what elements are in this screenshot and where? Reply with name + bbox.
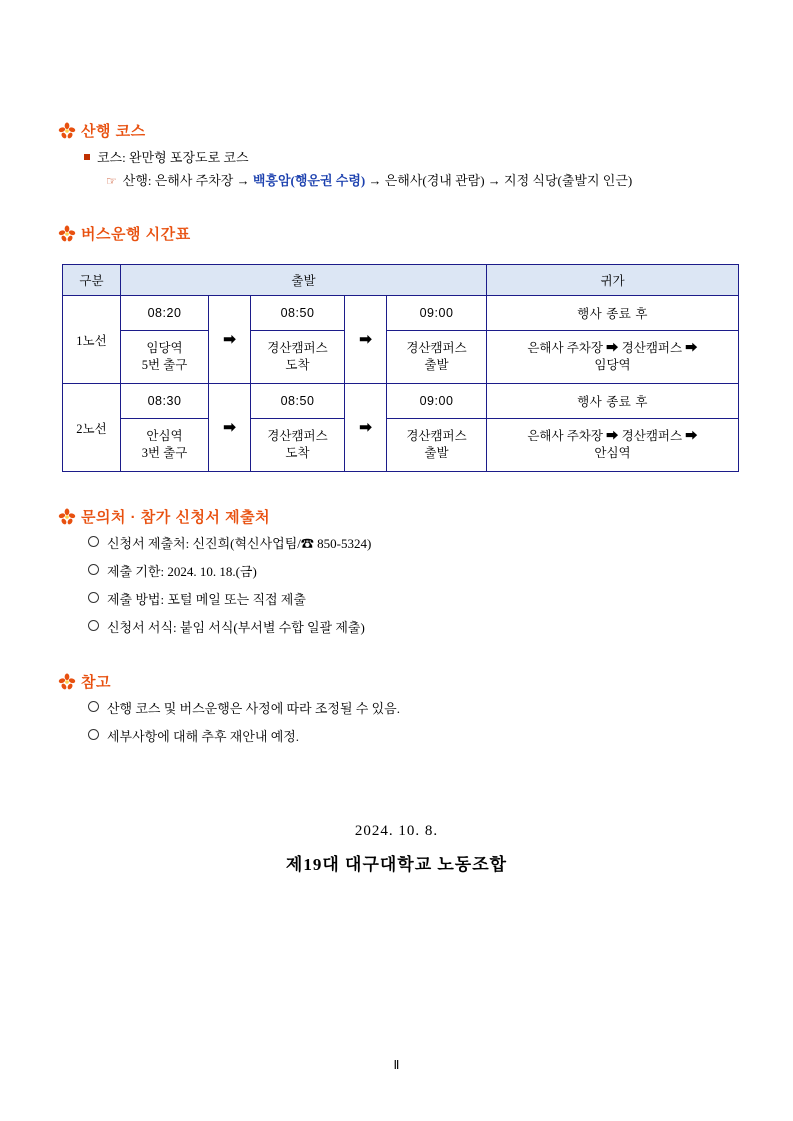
list-item	[88, 698, 735, 717]
section-title-course: 산행 코스	[81, 123, 146, 140]
notes-list	[88, 698, 735, 745]
flower-bullet-icon	[58, 122, 76, 140]
row1-arrow-2-icon: ➡	[345, 296, 387, 384]
row1-dep1-place	[121, 331, 209, 384]
row1-dep2-time: 08:50	[251, 296, 345, 331]
course-route-prefix: 산행: 은해사 주차장 →	[122, 173, 253, 188]
section-title-bus: 버스운행 시간표	[81, 226, 191, 243]
circle-bullet-icon	[88, 729, 99, 740]
row2-route-name: 2노선	[63, 384, 121, 472]
row1-dep2-place	[251, 331, 345, 384]
notes-item-text: 산행 코스 및 버스운행은 사정에 따라 조정될 수 있음.	[107, 701, 400, 716]
square-bullet-icon	[84, 154, 90, 160]
signature-block	[58, 823, 735, 875]
row1-return-route	[487, 331, 739, 384]
row1-dep1-place-line2: 5번 출구	[141, 358, 188, 372]
row2-return-route-line2: 안심역	[594, 446, 631, 460]
row1-return-route-line2: 임당역	[594, 358, 631, 372]
row2-dep3-place-line1: 경산캠퍼스	[406, 429, 467, 444]
row2-dep1-place	[121, 419, 209, 472]
table-row	[63, 384, 739, 419]
course-route	[123, 170, 632, 189]
circle-bullet-icon	[88, 701, 99, 712]
list-item	[88, 533, 735, 552]
circle-bullet-icon	[88, 592, 99, 603]
section-header-notes	[58, 671, 735, 692]
row1-arrow-1-icon: ➡	[209, 296, 251, 384]
contact-item-text: 제출 방법: 포털 메일 또는 직접 제출	[107, 592, 306, 607]
organization-name: 제19대 대구대학교 노동조합	[285, 855, 508, 874]
header-division: 구분	[63, 265, 121, 296]
list-item	[88, 561, 735, 580]
row2-dep1-time: 08:30	[121, 384, 209, 419]
circle-bullet-icon	[88, 620, 99, 631]
section-title-notes: 참고	[81, 674, 111, 691]
spacer	[58, 250, 735, 264]
table-row	[63, 296, 739, 331]
list-item	[88, 589, 735, 608]
list-item	[88, 726, 735, 745]
row1-return-time: 행사 종료 후	[487, 296, 739, 331]
course-line-2	[106, 170, 735, 189]
row2-dep1-place-line2: 3번 출구	[141, 446, 188, 460]
row2-dep3-time: 09:00	[387, 384, 487, 419]
row2-dep2-place-line2: 도착	[285, 446, 310, 460]
spacer	[58, 189, 735, 223]
spacer	[58, 472, 735, 506]
contact-item-text: 제출 기한: 2024. 10. 18.(금)	[107, 564, 257, 579]
table-row	[63, 331, 739, 384]
circle-bullet-icon	[88, 564, 99, 575]
list-item	[88, 617, 735, 636]
header-return: 귀가	[487, 265, 739, 296]
section-title-contact: 문의처 · 참가 신청서 제출처	[81, 509, 271, 526]
row2-dep2-place	[251, 419, 345, 472]
row1-dep3-place-line1: 경산캠퍼스	[406, 341, 467, 356]
row2-return-route	[487, 419, 739, 472]
section-header-bus	[58, 223, 735, 244]
row1-dep1-place-line1: 임당역	[146, 341, 183, 356]
flower-bullet-icon	[58, 225, 76, 243]
page-number: Ⅱ	[393, 1058, 400, 1072]
table-row	[63, 419, 739, 472]
flower-bullet-icon	[58, 508, 76, 526]
row2-return-time: 행사 종료 후	[487, 384, 739, 419]
row1-dep3-place-line2: 출발	[424, 358, 449, 372]
notes-item-text: 세부사항에 대해 추후 재안내 예정.	[107, 729, 300, 744]
row1-dep3-place	[387, 331, 487, 384]
header-departure: 출발	[121, 265, 487, 296]
row1-dep2-place-line2: 도착	[285, 358, 310, 372]
circle-bullet-icon	[88, 536, 99, 547]
pointing-hand-icon: ☞	[106, 174, 117, 188]
contact-item-text: 신청서 제출처: 신진희(혁신사업팀/☎ 850-5324)	[107, 536, 372, 551]
row2-arrow-1-icon: ➡	[209, 384, 251, 472]
row2-dep1-place-line1: 안심역	[146, 429, 183, 444]
row2-dep2-place-line1: 경산캠퍼스	[267, 429, 328, 444]
row1-route-name: 1노선	[63, 296, 121, 384]
course-route-highlight: 백흥암(행운권 수령)	[252, 173, 366, 188]
row2-dep3-place	[387, 419, 487, 472]
bus-schedule-table	[62, 264, 739, 472]
row2-dep3-place-line2: 출발	[424, 446, 449, 460]
row1-dep2-place-line1: 경산캠퍼스	[267, 341, 328, 356]
section-header-contact	[58, 506, 735, 527]
row1-dep3-time: 09:00	[387, 296, 487, 331]
course-line-1-text: 코스: 완만형 포장도로 코스	[97, 150, 249, 165]
course-line-1	[84, 147, 735, 166]
contact-item-text: 신청서 서식: 붙임 서식(부서별 수합 일괄 제출)	[107, 620, 365, 635]
flower-bullet-icon	[58, 673, 76, 691]
course-content	[84, 147, 735, 189]
document-date: 2024. 10. 8.	[354, 823, 439, 839]
spacer	[58, 645, 735, 671]
row2-arrow-2-icon: ➡	[345, 384, 387, 472]
table-header-row	[63, 265, 739, 296]
row2-dep2-time: 08:50	[251, 384, 345, 419]
contact-list	[88, 533, 735, 636]
row2-return-route-line1: 은해사 주차장 ➡ 경산캠퍼스 ➡	[527, 429, 698, 444]
course-route-suffix: → 은해사(경내 관람) → 지정 식당(출발지 인근)	[365, 173, 633, 188]
section-header-course	[58, 120, 735, 141]
row1-return-route-line1: 은해사 주차장 ➡ 경산캠퍼스 ➡	[527, 341, 698, 356]
row1-dep1-time: 08:20	[121, 296, 209, 331]
